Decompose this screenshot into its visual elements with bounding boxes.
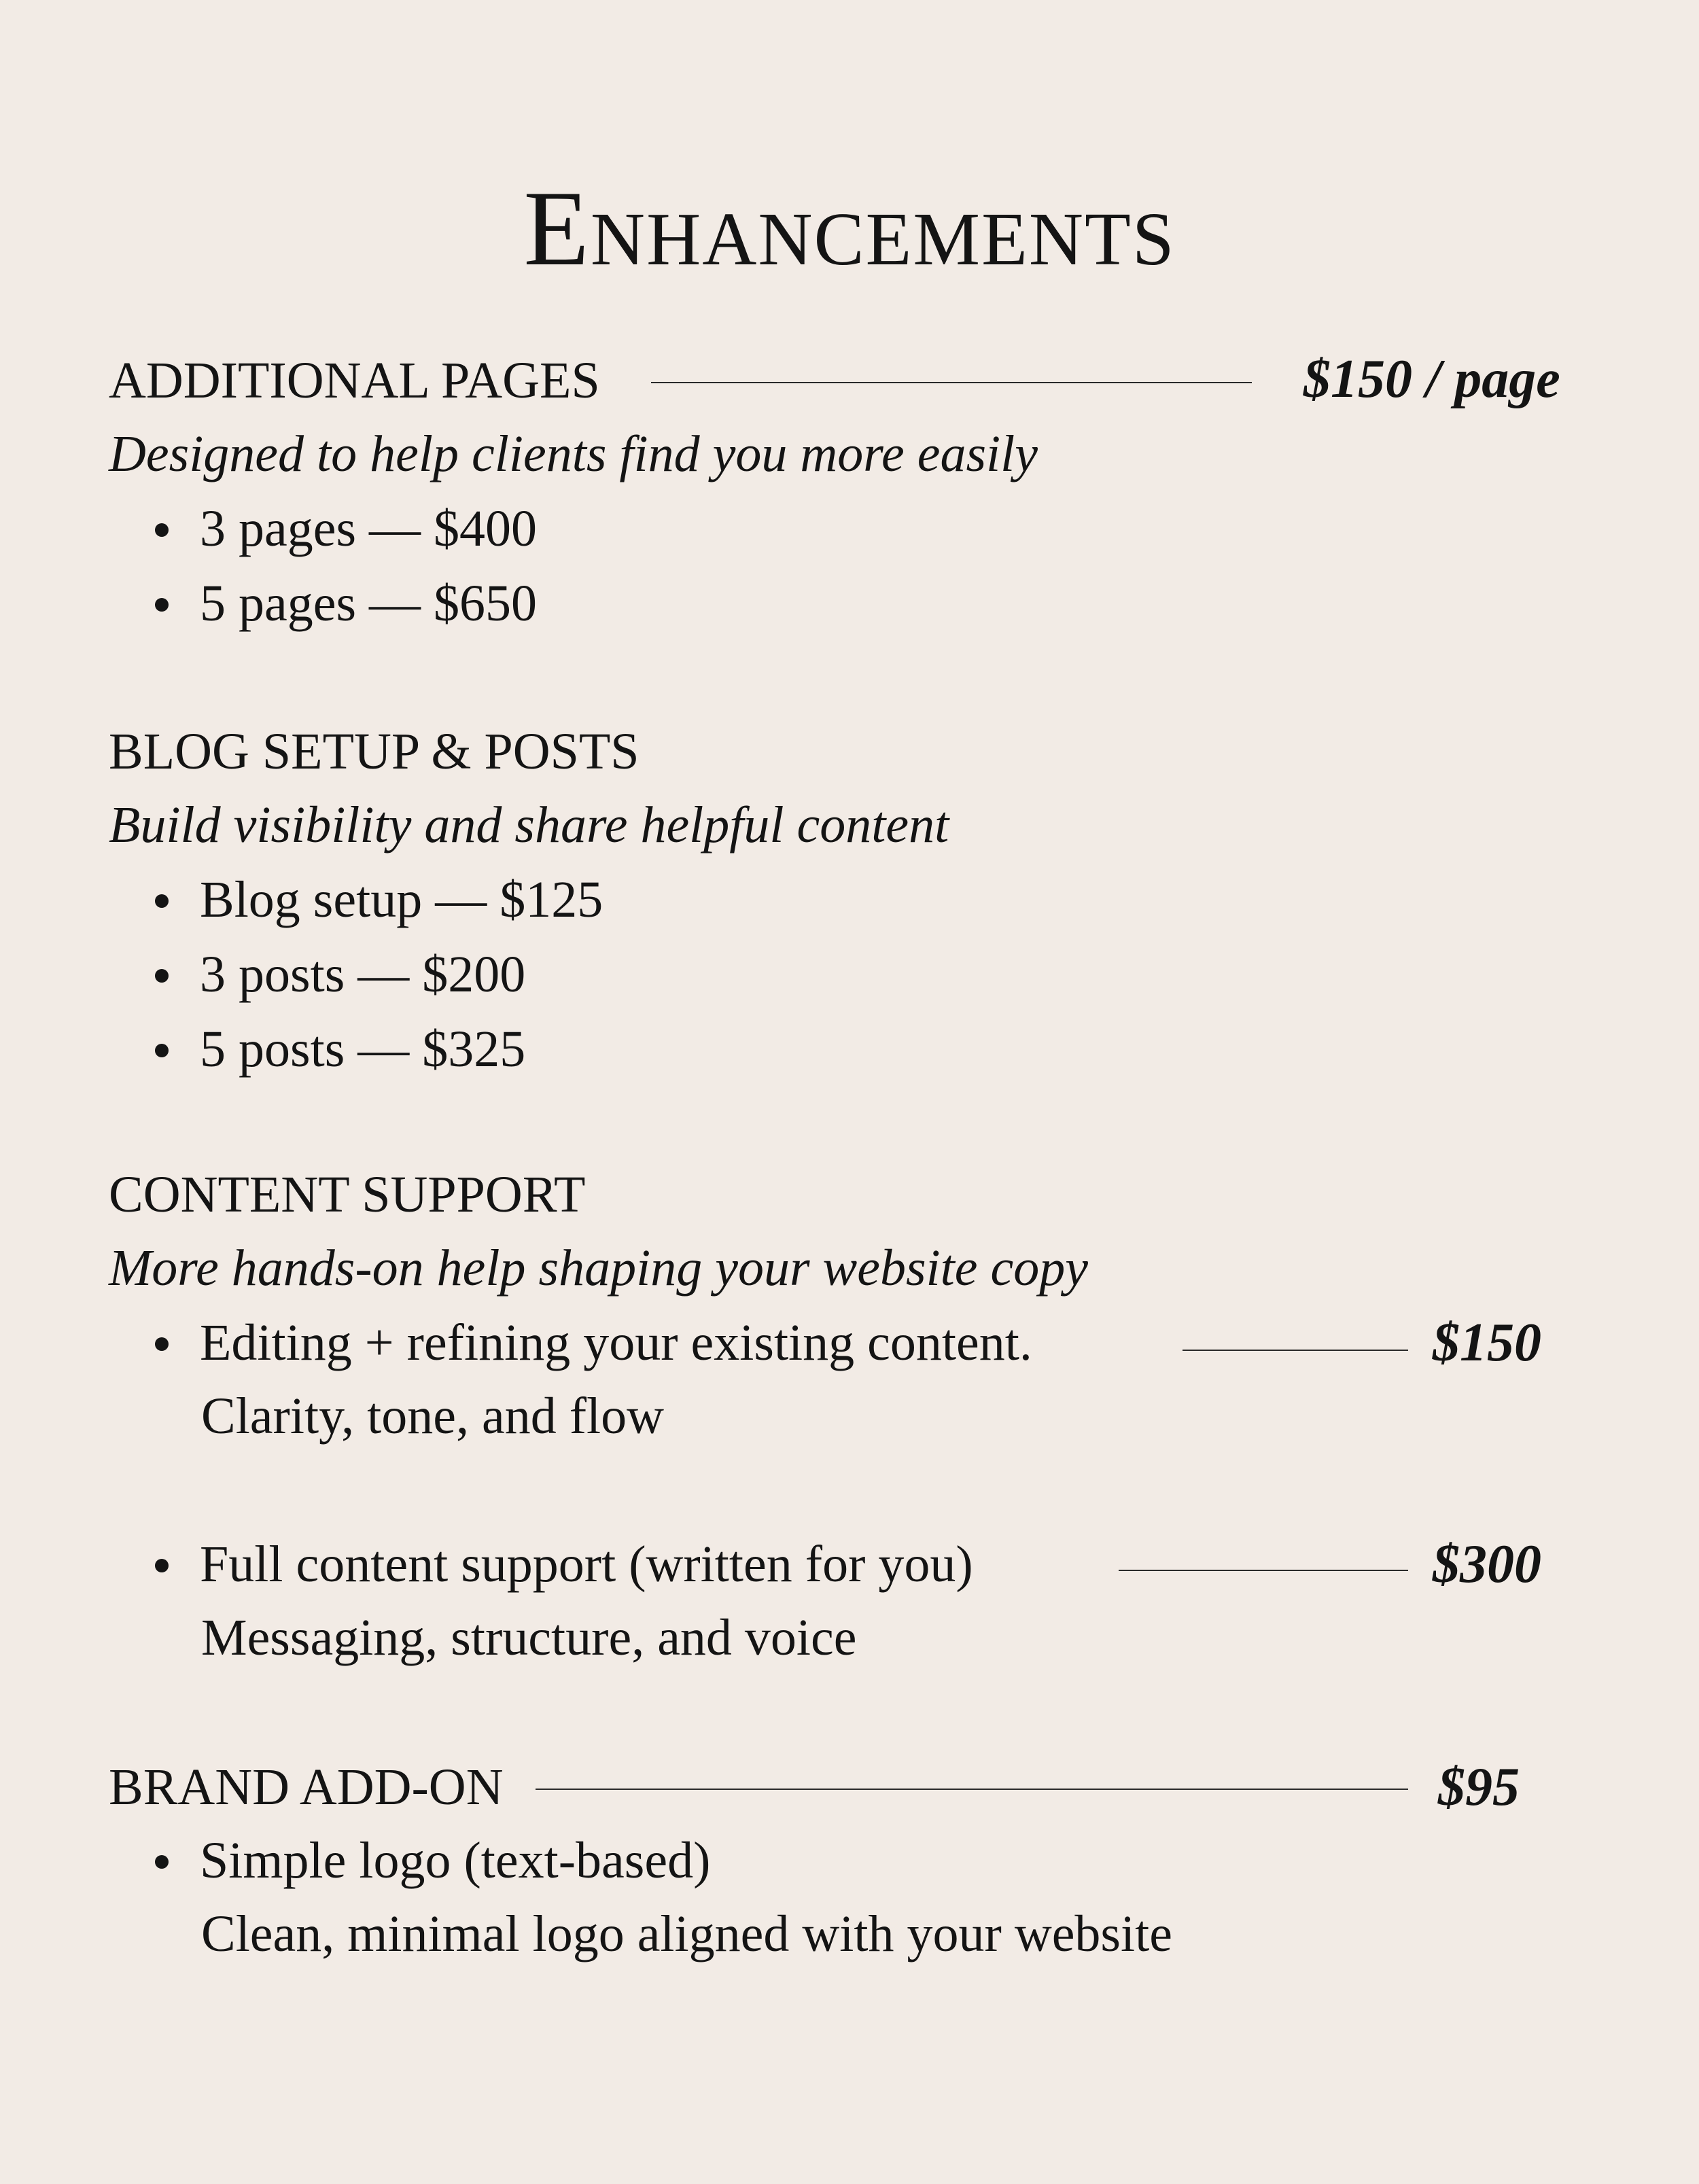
list-item: Simple logo (text-based) bbox=[155, 1835, 665, 1886]
list-item: 5 pages — $650 bbox=[155, 578, 492, 629]
section-subtitle-blog-setup: Build visibility and share helpful content bbox=[109, 796, 949, 853]
section-heading-additional-pages: ADDITIONAL PAGES bbox=[109, 352, 600, 409]
list-item: Editing + refining your existing content. bbox=[155, 1317, 987, 1369]
list-item: 3 posts — $200 bbox=[155, 949, 480, 1000]
leader-line bbox=[1119, 1570, 1408, 1571]
section-heading-content-support: CONTENT SUPPORT bbox=[109, 1166, 586, 1223]
price-editing: $150 bbox=[1433, 1313, 1541, 1373]
item-detail: Clarity, tone, and flow bbox=[201, 1388, 665, 1445]
price-additional-pages: $150 / page bbox=[1303, 349, 1560, 409]
list-item: 5 posts — $325 bbox=[155, 1023, 480, 1075]
leader-line bbox=[536, 1789, 1408, 1790]
item-detail: Messaging, structure, and voice bbox=[201, 1609, 857, 1666]
list-item: 3 pages — $400 bbox=[155, 503, 492, 554]
item-detail: Clean, minimal logo aligned with your website bbox=[201, 1905, 1172, 1962]
price-brand-addon: $95 bbox=[1438, 1757, 1520, 1817]
list-item: Full content support (written for you) bbox=[155, 1538, 928, 1590]
price-full-content: $300 bbox=[1433, 1534, 1541, 1594]
section-subtitle-additional-pages: Designed to help clients find you more easily bbox=[109, 425, 1038, 482]
page-title: Enhancements bbox=[523, 169, 1176, 288]
leader-line bbox=[1183, 1350, 1408, 1351]
section-heading-brand-addon: BRAND ADD-ON bbox=[109, 1759, 504, 1816]
section-subtitle-content-support: More hands-on help shaping your website copy bbox=[109, 1239, 1088, 1297]
list-item: Blog setup — $125 bbox=[155, 874, 558, 926]
section-heading-blog-setup: BLOG SETUP & POSTS bbox=[109, 723, 640, 780]
leader-line bbox=[651, 382, 1252, 383]
